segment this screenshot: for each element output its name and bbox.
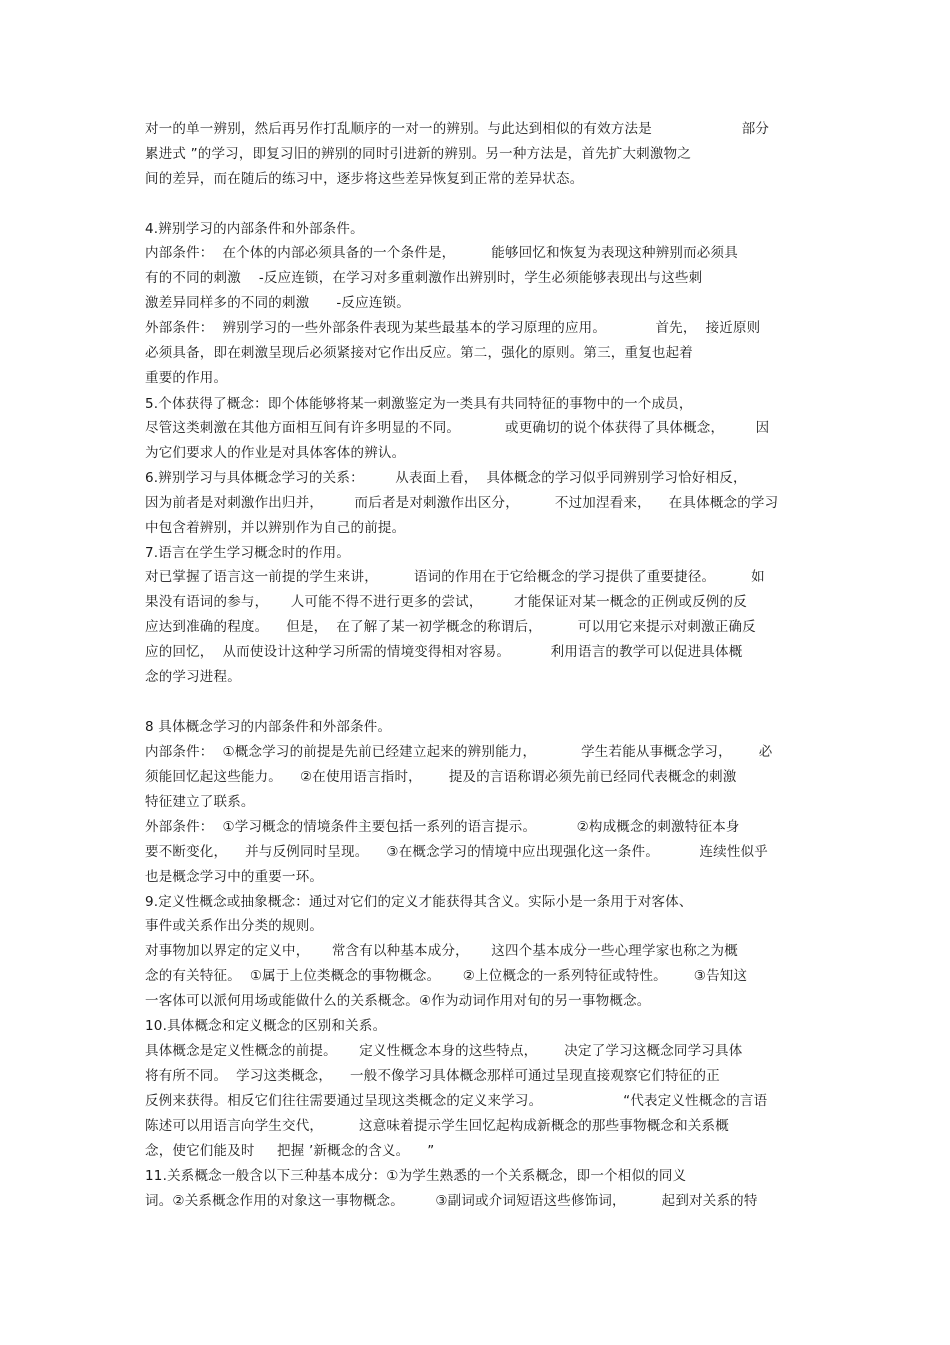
section-heading: 10.具体概念和定义概念的区别和关系。 (145, 1018, 387, 1034)
section-heading: 5.个体获得了概念：即个体能够将某一刺激鉴定为一类具有共同特征的事物中的一个成员， (145, 396, 693, 412)
text-line: 反例来获得。相反它们往往需要通过呈现这类概念的定义来学习。 “代表定义性概念的言语 (145, 1093, 768, 1109)
text-line: 内部条件： 在个体的内部必须具备的一个条件是， 能够回忆和恢复为表现这种辨别而必须具 (145, 245, 738, 261)
text-line: 也是概念学习中的重要一环。 (145, 869, 324, 885)
text-line: 一客体可以派何用场或能做什么的关系概念。④作为动词作用对旬的另一事物概念。 (145, 993, 651, 1009)
text-line: 激差异同样多的不同的刺激 -反应连锁。 (145, 295, 410, 311)
text-line: 念的学习进程。 (145, 669, 241, 685)
text-line: 事件或关系作出分类的规则。 (145, 918, 324, 934)
text-line: 中包含着辨别，并以辨别作为自己的前提。 (145, 520, 406, 536)
text-line: 累进式 ”的学习，即复习旧的辨别的同时引进新的辨别。另一种方法是，首先扩大刺激物之 (145, 146, 691, 162)
text-line: 念的有关特征。 ①属于上位类概念的事物概念。 ②上位概念的一系列特征或特性。 ③告知这 (145, 968, 748, 984)
text-line: 对已掌握了语言这一前提的学生来讲， 语词的作用在于它给概念的学习提供了重要捷径。 如 (145, 569, 765, 585)
text-line: 词。②关系概念作用的对象这一事物概念。 ③副词或介词短语这些修饰词， 起到对关系的特 (145, 1193, 758, 1209)
text-line: 要不断变化， 并与反例同时呈现。 ③在概念学习的情境中应出现强化这一条件。 连续性似乎 (145, 844, 768, 860)
text-line: 对事物加以界定的定义中， 常含有以种基本成分， 这四个基本成分一些心理学家也称之为概 (145, 943, 738, 959)
text-line: 为它们要求人的作业是对具体客体的辨认。 (145, 445, 406, 461)
text-line: 陈述可以用语言向学生交代， 这意味着提示学生回忆起构成新概念的那些事物概念和关系概 (145, 1118, 729, 1134)
section-heading: 8 具体概念学习的内部条件和外部条件。 (145, 719, 392, 735)
section-heading: 6.辨别学习与具体概念学习的关系： 从表面上看， 具体概念的学习似乎同辨别学习恰好相反， (145, 470, 747, 486)
text-line: 应的回忆， 从而使设计这种学习所需的情境变得相对容易。 利用语言的教学可以促进具体概 (145, 644, 743, 660)
text-line: 必须具备，即在刺激呈现后必须紧接对它作出反应。第二，强化的原则。第三，重复也起着 (145, 345, 693, 361)
text-line: 应达到准确的程度。 但是， 在了解了某一初学概念的称谓后， 可以用它来提示对刺激正确反 (145, 619, 756, 635)
text-line: 将有所不同。 学习这类概念， 一般不像学习具体概念那样可通过呈现直接观察它们特征的正 (145, 1068, 720, 1084)
text-line: 因为前者是对刺激作出归并， 而后者是对刺激作出区分， 不过加涅看来， 在具体概念的学习 (145, 495, 779, 511)
text-line: 特征建立了联系。 (145, 794, 255, 810)
text-line: 果没有语词的参与， 人可能不得不进行更多的尝试， 才能保证对某一概念的正例或反例的反 (145, 594, 747, 610)
text-line: 具体概念是定义性概念的前提。 定义性概念本身的这些特点， 决定了学习这概念同学习具体 (145, 1043, 743, 1059)
text-line: 尽管这类刺激在其他方面相互间有许多明显的不同。 或更确切的说个体获得了具体概念， 因 (145, 420, 770, 436)
text-line: 对一的单一辨别，然后再另作打乱顺序的一对一的辨别。与此达到相似的有效方法是 部分 (145, 121, 770, 137)
text-line: 外部条件： ①学习概念的情境条件主要包括一系列的语言提示。 ②构成概念的刺激特征本身 (145, 819, 740, 835)
section-heading: 4.辨别学习的内部条件和外部条件。 (145, 221, 364, 237)
text-line: 内部条件： ①概念学习的前提是先前已经建立起来的辨别能力， 学生若能从事概念学习， 必 (145, 744, 773, 760)
section-heading: 7.语言在学生学习概念时的作用。 (145, 545, 351, 561)
section-heading: 11.关系概念一般含以下三种基本成分：①为学生熟悉的一个关系概念，即一个相似的同义 (145, 1168, 687, 1184)
text-line: 外部条件： 辨别学习的一些外部条件表现为某些最基本的学习原理的应用。 首先， 接近原则 (145, 320, 761, 336)
text-line: 念，使它们能及时 把握 ’新概念的含义。 ” (145, 1143, 435, 1159)
text-line: 重要的作用。 (145, 370, 228, 386)
text-line: 间的差异，而在随后的练习中，逐步将这些差异恢复到正常的差异状态。 (145, 171, 584, 187)
section-heading: 9.定义性概念或抽象概念：通过对它们的定义才能获得其含义。实际小是一条用于对客体、 (145, 894, 693, 910)
text-line: 有的不同的刺激 -反应连锁，在学习对多重刺激作出辨别时，学生必须能够表现出与这些刺 (145, 270, 703, 286)
text-line: 须能回忆起这些能力。 ②在使用语言指时， 提及的言语称谓必须先前已经同代表概念的刺激 (145, 769, 737, 785)
